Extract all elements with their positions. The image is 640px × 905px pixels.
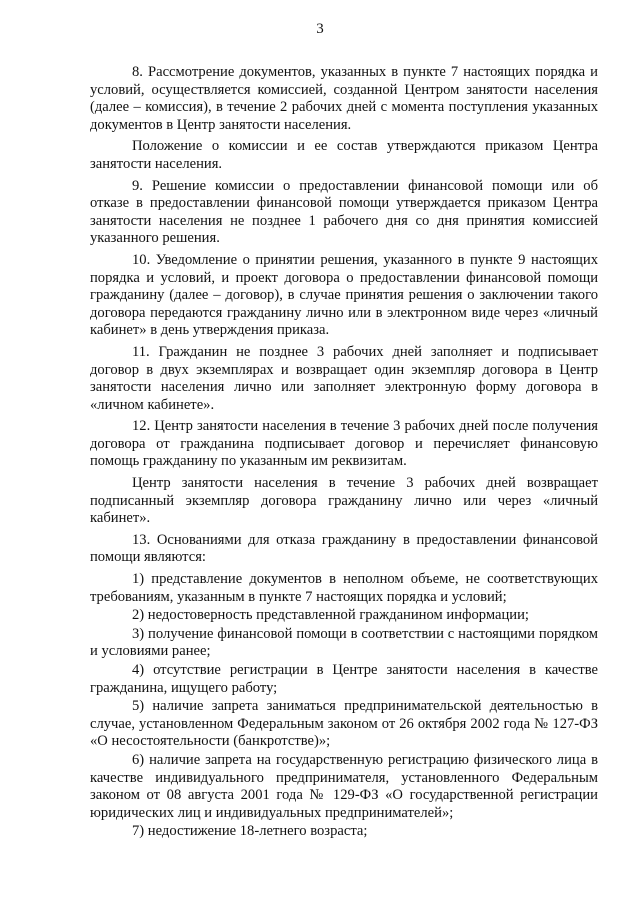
paragraph-contract-return: Центр занятости населения в течение 3 рабочих дней возвращает подписанный экземпляр договора гражданину лично или через «личный кабинет». — [90, 475, 598, 527]
paragraph-11: 11. Гражданин не позднее 3 рабочих дней заполняет и подписывает договор в двух экземплярах и возвращает один экземпляр договора в Центр занятости населения лично или заполняет электронную форму договора в «личном кабинете». — [90, 343, 598, 413]
paragraph-commission-regulation: Положение о комиссии и ее состав утверждаются приказом Центра занятости населения. — [90, 138, 598, 172]
list-item-7: 7) недостижение 18-летнего возраста; — [132, 823, 368, 840]
list-item-3: 3) получение финансовой помощи в соответствии с настоящими порядком и условиями ранее; — [90, 625, 598, 660]
list-item-4: 4) отсутствие регистрации в Центре занятости населения в качестве гражданина, ищущего работу; — [90, 662, 598, 696]
page-number: 3 — [316, 21, 324, 37]
paragraph-8: 8. Рассмотрение документов, указанных в пункте 7 настоящих порядка и условий, осуществляется комиссией, созданной Центром занятости населения (далее – комиссия), в течение 2 рабочих дней с момента поступления указанных документов в Центр занятости населения. — [90, 64, 598, 133]
paragraph-12: 12. Центр занятости населения в течение 3 рабочих дней после получения договора от гражданина подписывает договор и перечисляет финансовую помощь гражданину по указанным им реквизитам. — [90, 418, 598, 470]
paragraph-9: 9. Решение комиссии о предоставлении финансовой помощи или об отказе в предоставлении финансовой помощи утверждается приказом Центра занятости населения не позднее 1 рабочего дня со дня принятия комиссией указанного решения. — [90, 177, 598, 247]
list-item-6: 6) наличие запрета на государственную регистрацию физического лица в качестве индивидуального предпринимателя, установленного Федеральным законом от 08 августа 2001 года № 129-ФЗ «О государственной регистрации юридических лиц и индивидуальных предпринимателей»; — [90, 751, 598, 821]
paragraph-13: 13. Основаниями для отказа гражданину в предоставлении финансовой помощи являются: — [90, 531, 598, 566]
list-item-2: 2) недостоверность представленной гражданином информации; — [132, 607, 529, 624]
paragraph-10: 10. Уведомление о принятии решения, указанного в пункте 9 настоящих порядка и условий, и проект договора о предоставлении финансовой помощи гражданину (далее – договор), в случае принятия решения о заключении такого договора передаются гражданину лично или в электронном виде через «личный кабинет» в день утверждения приказа. — [90, 251, 598, 339]
document-body — [90, 64, 598, 842]
list-item-5: 5) наличие запрета заниматься предпринимательской деятельностью в случае, установленном Федеральным законом от 26 октября 2002 года № 127-ФЗ «О несостоятельности (банкротстве)»; — [90, 698, 598, 750]
list-item-1: 1) представление документов в неполном объеме, не соответствующих требованиям, указанным в пункте 7 настоящих порядка и условий; — [90, 571, 598, 605]
